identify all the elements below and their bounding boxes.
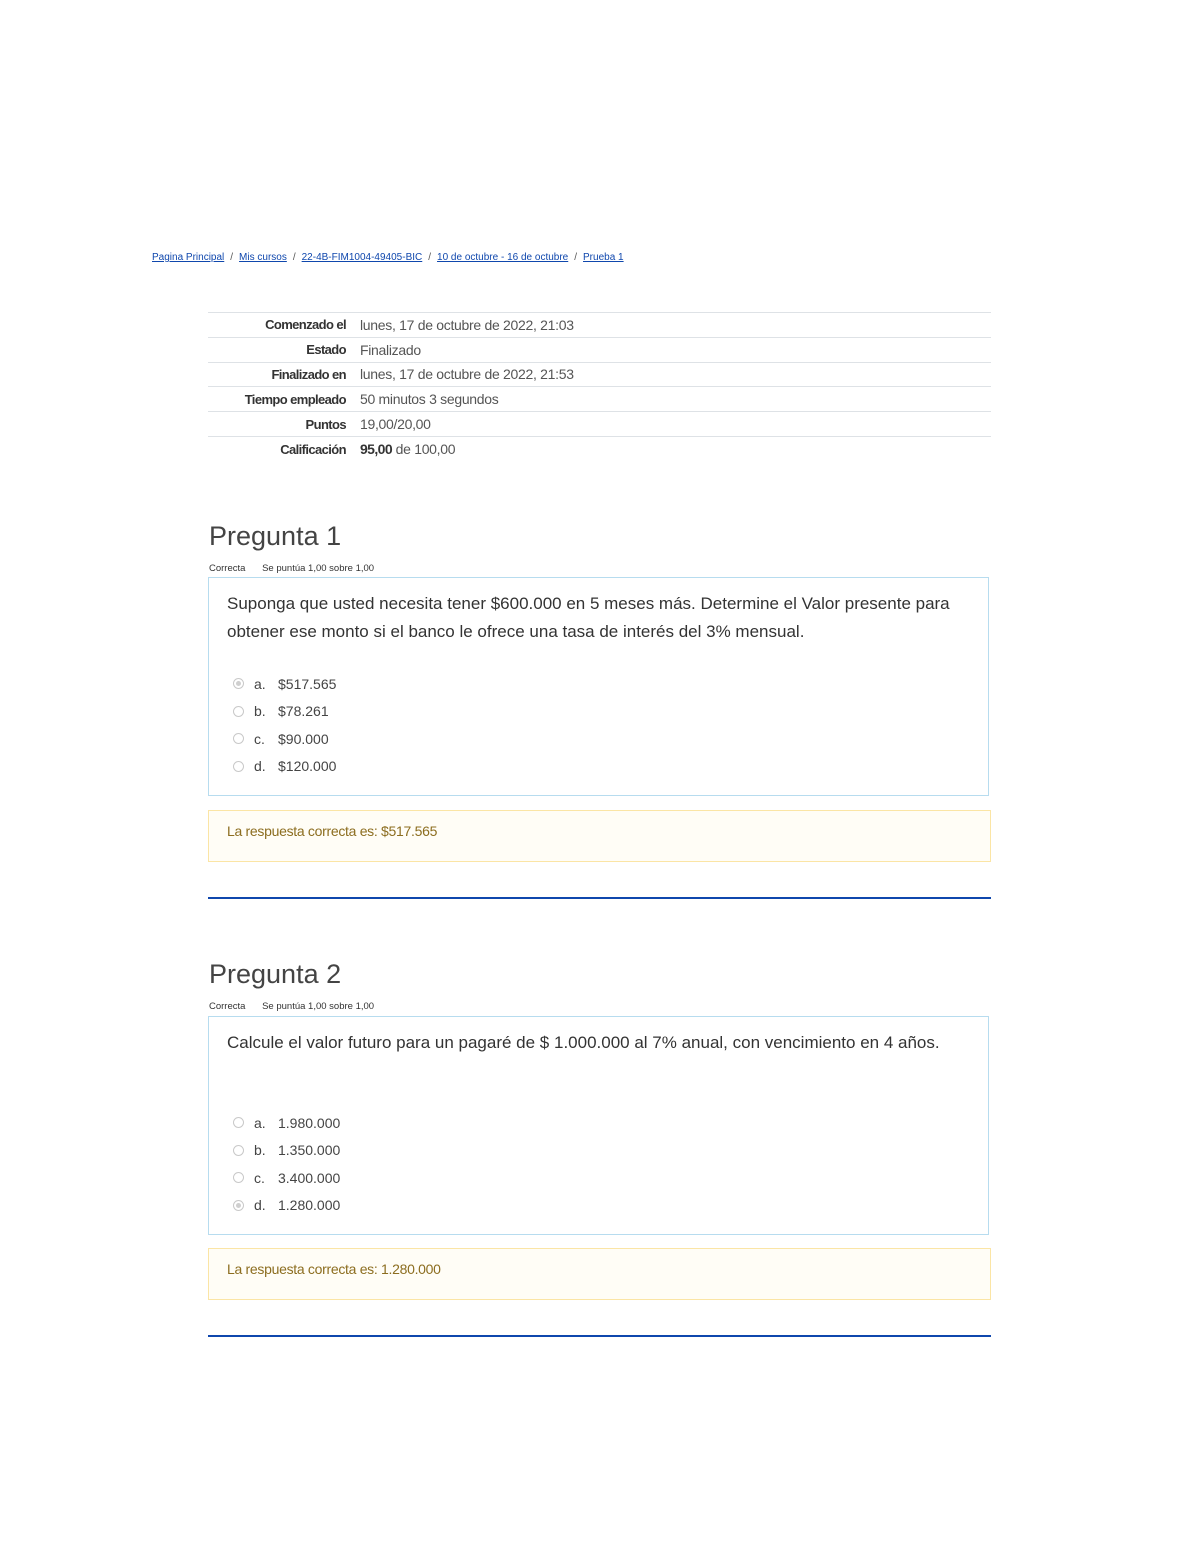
breadcrumb-my-courses-link[interactable]: Mis cursos	[239, 252, 287, 263]
option-text: $517.565	[278, 675, 337, 692]
summary-row-grade	[208, 436, 991, 461]
option-text: 1.280.000	[278, 1197, 341, 1214]
breadcrumb	[152, 252, 624, 263]
question-score: Se puntúa 1,00 sobre 1,00	[262, 563, 375, 574]
question-status: Correcta	[209, 1001, 246, 1012]
correct-answer-feedback: La respuesta correcta es: $517.565	[208, 810, 991, 862]
option-text: 3.400.000	[278, 1169, 341, 1186]
radio-button[interactable]	[233, 761, 244, 772]
summary-value: Finalizado	[360, 341, 421, 358]
summary-value	[360, 436, 991, 461]
option-letter: b.	[254, 1142, 266, 1159]
breadcrumb-week-link[interactable]: 10 de octubre - 16 de octubre	[437, 252, 569, 263]
summary-value: 19,00/20,00	[360, 416, 431, 433]
summary-label: Tiempo empleado	[244, 391, 346, 407]
answer-option-a[interactable]	[233, 1109, 340, 1137]
question-title: Pregunta 1	[209, 521, 342, 551]
option-text: 1.350.000	[278, 1142, 341, 1159]
answer-option-b[interactable]	[233, 698, 336, 726]
question-title: Pregunta 2	[209, 959, 342, 989]
summary-row-points	[208, 412, 991, 437]
question-divider	[208, 1335, 991, 1337]
summary-row-state	[208, 337, 991, 362]
breadcrumb-separator: /	[292, 252, 296, 263]
option-letter: c.	[254, 730, 265, 747]
option-text: $78.261	[278, 703, 329, 720]
summary-label: Comenzado el	[265, 317, 346, 333]
summary-row-time	[208, 387, 991, 412]
question-box	[208, 1016, 989, 1235]
option-text: $120.000	[278, 758, 337, 775]
breadcrumb-course-link[interactable]: 22-4B-FIM1004-49405-BIC	[301, 252, 423, 263]
option-letter: d.	[254, 758, 266, 775]
answer-option-a[interactable]	[233, 670, 336, 698]
radio-button[interactable]	[233, 1172, 244, 1183]
breadcrumb-separator: /	[574, 252, 578, 263]
question-status: Correcta	[209, 563, 246, 574]
summary-label: Puntos	[305, 416, 346, 432]
question-meta	[209, 1001, 388, 1012]
summary-label: Finalizado en	[271, 366, 346, 382]
summary-row-finished	[208, 362, 991, 387]
summary-value: lunes, 17 de octubre de 2022, 21:03	[360, 316, 574, 333]
attempt-summary-table	[208, 312, 991, 461]
option-letter: a.	[254, 675, 266, 692]
summary-label: Calificación	[280, 441, 346, 457]
correct-answer-feedback: La respuesta correcta es: 1.280.000	[208, 1248, 991, 1300]
option-letter: b.	[254, 703, 266, 720]
radio-button-checked[interactable]	[233, 1200, 244, 1211]
summary-value: lunes, 17 de octubre de 2022, 21:53	[360, 366, 574, 383]
answer-option-c[interactable]	[233, 1164, 340, 1192]
answer-option-d[interactable]	[233, 753, 336, 781]
question-text: Suponga que usted necesita tener $600.000 en 5 meses más. Determine el Valor presente para obtener ese monto si el banco le ofrece una tasa de interés del 3% mensual.	[227, 594, 950, 641]
question-meta	[209, 563, 388, 574]
radio-button-checked[interactable]	[233, 678, 244, 689]
radio-button[interactable]	[233, 733, 244, 744]
answer-option-c[interactable]	[233, 725, 336, 753]
grade-max: de 100,00	[395, 441, 456, 458]
answer-options	[233, 1109, 340, 1219]
breadcrumb-separator: /	[230, 252, 234, 263]
summary-value: 50 minutos 3 segundos	[360, 391, 499, 408]
radio-button[interactable]	[233, 706, 244, 717]
question-divider	[208, 897, 991, 899]
radio-button[interactable]	[233, 1145, 244, 1156]
summary-row-started	[208, 313, 991, 338]
summary-label: Estado	[306, 342, 346, 358]
breadcrumb-separator: /	[428, 252, 432, 263]
option-text: 1.980.000	[278, 1114, 341, 1131]
option-letter: d.	[254, 1197, 266, 1214]
grade-value: 95,00	[360, 441, 393, 458]
answer-options	[233, 670, 336, 780]
question-text: Calcule el valor futuro para un pagaré de $ 1.000.000 al 7% anual, con vencimiento en 4 años.	[227, 1033, 940, 1052]
option-letter: a.	[254, 1114, 266, 1131]
breadcrumb-home-link[interactable]: Pagina Principal	[152, 252, 225, 263]
option-letter: c.	[254, 1169, 265, 1186]
question-score: Se puntúa 1,00 sobre 1,00	[262, 1001, 375, 1012]
option-text: $90.000	[278, 730, 329, 747]
answer-option-b[interactable]	[233, 1137, 340, 1165]
radio-button[interactable]	[233, 1117, 244, 1128]
breadcrumb-quiz-link[interactable]: Prueba 1	[583, 252, 624, 263]
answer-option-d[interactable]	[233, 1192, 340, 1220]
question-box	[208, 577, 989, 796]
